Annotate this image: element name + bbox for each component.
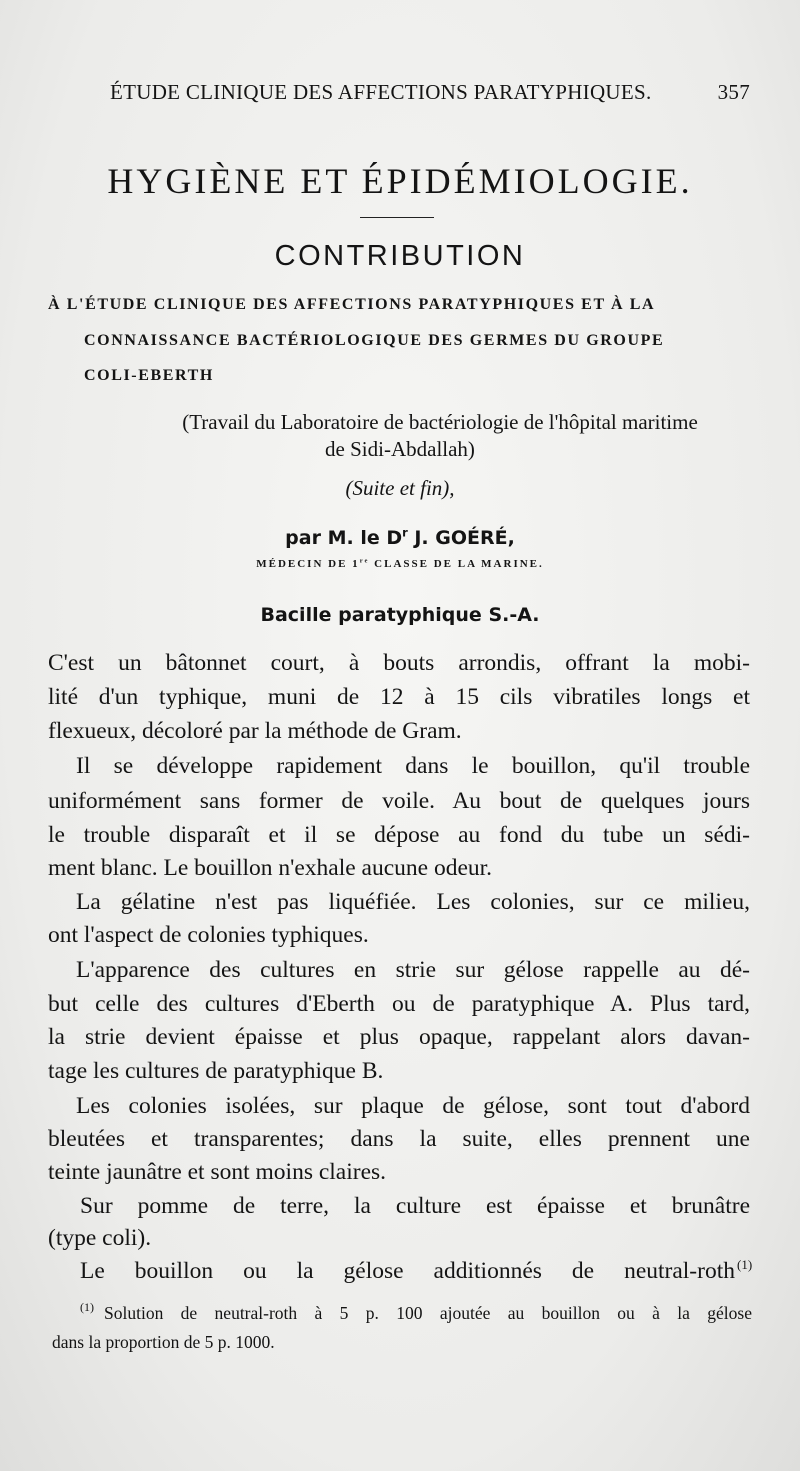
author-byline <box>0 527 800 549</box>
body-line: Les colonies isolées, sur plaque de gélose, sont tout d'abord <box>76 1093 750 1119</box>
title-divider <box>360 217 434 218</box>
laboratory-line: de Sidi-Abdallah) <box>325 437 475 461</box>
page-number: 357 <box>717 80 750 104</box>
running-head-title: ÉTUDE CLINIQUE DES AFFECTIONS PARATYPHIQUES. <box>110 80 652 104</box>
author-title-sup: re <box>359 557 370 565</box>
body-line: bleutées et transparentes; dans la suite, elles prennent une <box>48 1126 750 1152</box>
footnote-line: Solution de neutral-roth à 5 p. 100 ajoutée au bouillon ou à la gélose <box>104 1303 752 1323</box>
footnote-reference: (1) <box>737 1257 753 1272</box>
article-title: CONTRIBUTION <box>274 240 526 272</box>
body-line: Sur pomme de terre, la culture est épaisse et brunâtre <box>80 1193 750 1219</box>
body-line: Le bouillon ou la gélose additionnés de neutral-roth <box>80 1258 735 1284</box>
body-line: uniformément sans former de voile. Au bout de quelques jours <box>48 788 750 814</box>
body-line: teinte jaunâtre et sont moins claires. <box>48 1159 387 1185</box>
subtitle-line: À L'ÉTUDE CLINIQUE DES AFFECTIONS PARATYPHIQUES ET À LA <box>48 296 656 313</box>
body-line: le trouble disparaît et il se dépose au fond du tube un sédi- <box>48 822 750 848</box>
body-line: Il se développe rapidement dans le bouillon, qu'il trouble <box>76 753 750 779</box>
body-line: lité d'un typhique, muni de 12 à 15 cils vibratiles longs et <box>48 684 750 710</box>
body-line: C'est un bâtonnet court, à bouts arrondis, offrant la mobi- <box>48 650 750 676</box>
footnote-marker: (1) <box>80 1300 94 1314</box>
body-line: L'apparence des cultures en strie sur gélose rappelle au dé- <box>76 957 750 983</box>
suite-note: (Suite et fin), <box>345 476 455 500</box>
author-prefix: par M. le D <box>285 527 403 549</box>
author-name: J. GOÉRÉ, <box>407 527 515 549</box>
subtitle-line: COLI-EBERTH <box>84 367 214 384</box>
body-line: ont l'aspect de colonies typhiques. <box>48 922 369 948</box>
body-line: but celle des cultures d'Eberth ou de paratyphique A. Plus tard, <box>48 991 750 1017</box>
author-title-after: CLASSE DE LA MARINE. <box>369 558 544 570</box>
body-line: La gélatine n'est pas liquéfiée. Les colonies, sur ce milieu, <box>76 889 750 915</box>
body-line: flexueux, décoloré par la méthode de Gram. <box>48 718 462 744</box>
section-heading: Bacille paratyphique S.-A. <box>260 604 540 626</box>
author-degree: r <box>402 525 408 540</box>
subtitle-line: CONNAISSANCE BACTÉRIOLOGIQUE DES GERMES DU GROUPE <box>84 332 665 349</box>
body-line: ment blanc. Le bouillon n'exhale aucune odeur. <box>48 855 493 881</box>
body-line: (type coli). <box>48 1225 152 1251</box>
footnote-line: dans la proportion de 5 p. 1000. <box>52 1332 275 1352</box>
section-title: HYGIÈNE ET ÉPIDÉMIOLOGIE. <box>107 161 693 201</box>
author-title <box>0 558 800 570</box>
laboratory-line: (Travail du Laboratoire de bactériologie de l'hôpital maritime <box>182 410 698 434</box>
body-line: tage les cultures de paratyphique B. <box>48 1058 384 1084</box>
author-title-before: MÉDECIN DE 1 <box>256 558 360 570</box>
body-line: la strie devient épaisse et plus opaque, rappelant alors davan- <box>48 1024 750 1050</box>
